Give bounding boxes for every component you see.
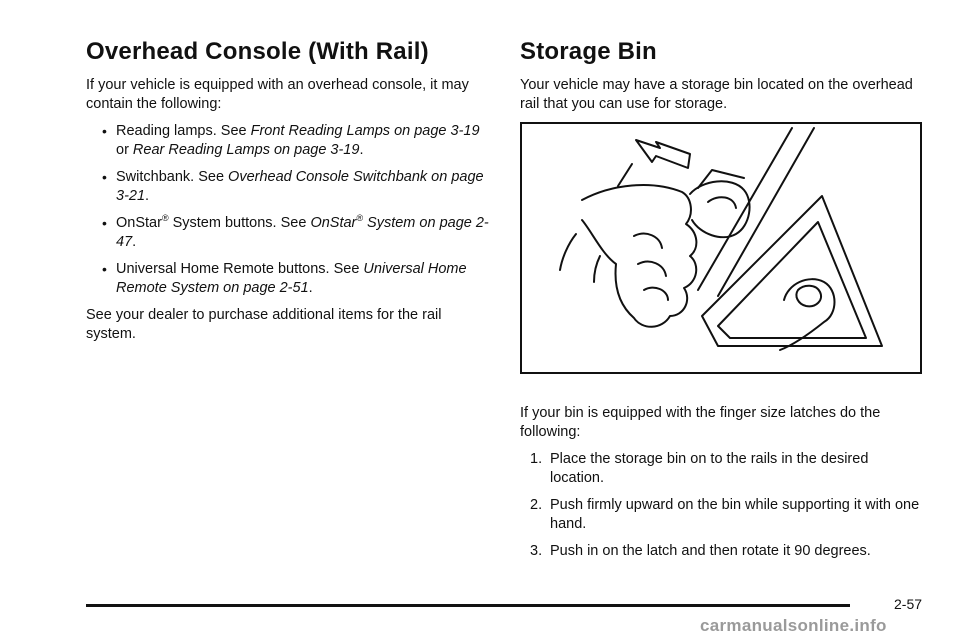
list-item: 1. Place the storage bin on to the rails in the desired location. <box>530 451 869 486</box>
page-number: 2-57 <box>894 596 923 612</box>
list-item: • Reading lamps. See Front Reading Lamps on page 3-19 or Rear Reading Lamps on page 3-19. <box>102 123 480 158</box>
intro-paragraph: If your vehicle is equipped with an overhead console, it may contain the following: <box>86 77 469 112</box>
storage-bin-illustration <box>520 122 922 374</box>
section-title-storage-bin: Storage Bin <box>520 38 657 65</box>
cross-reference-link[interactable]: Universal Home Remote System on page 2-51 <box>116 261 467 296</box>
cross-reference-link[interactable]: Overhead Console Switchbank on page 3-21 <box>116 169 484 204</box>
storage-intro-paragraph: Your vehicle may have a storage bin located on the overhead rail that you can use for storage. <box>520 77 913 112</box>
list-item: • Switchbank. See Overhead Console Switchbank on page 3-21. <box>102 169 484 204</box>
watermark: carmanualsonline.info <box>700 616 887 635</box>
left-column <box>86 38 494 352</box>
bullet-icon: • <box>102 261 107 277</box>
list-item: 3. Push in on the latch and then rotate it 90 degrees. <box>530 543 871 559</box>
bullet-icon: • <box>102 215 107 231</box>
latch-instructions-intro: If your bin is equipped with the finger size latches do the following: <box>520 405 881 440</box>
cross-reference-link[interactable]: OnStar® System on page 2-47 <box>116 213 489 250</box>
steps-list <box>520 450 924 561</box>
storage-bin-drawing <box>522 124 920 372</box>
bullet-icon: • <box>102 123 107 139</box>
footer-rule <box>86 604 850 607</box>
cross-reference-link[interactable]: Rear Reading Lamps on page 3-19 <box>132 142 360 158</box>
list-item: 2. Push firmly upward on the bin while supporting it with one hand. <box>530 497 920 532</box>
list-item: • Universal Home Remote buttons. See Universal Home Remote System on page 2-51. <box>102 261 467 296</box>
list-item: • OnStar® System buttons. See OnStar® System on page 2-47. <box>102 213 489 250</box>
cross-reference-link[interactable]: Front Reading Lamps on page 3-19 <box>250 123 480 139</box>
feature-list <box>86 122 494 298</box>
outro-paragraph: See your dealer to purchase additional items for the rail system. <box>86 307 442 342</box>
bullet-icon: • <box>102 169 107 185</box>
section-title-overhead-console: Overhead Console (With Rail) <box>86 38 429 65</box>
right-column <box>520 38 924 569</box>
registered-mark: ® <box>161 213 169 224</box>
